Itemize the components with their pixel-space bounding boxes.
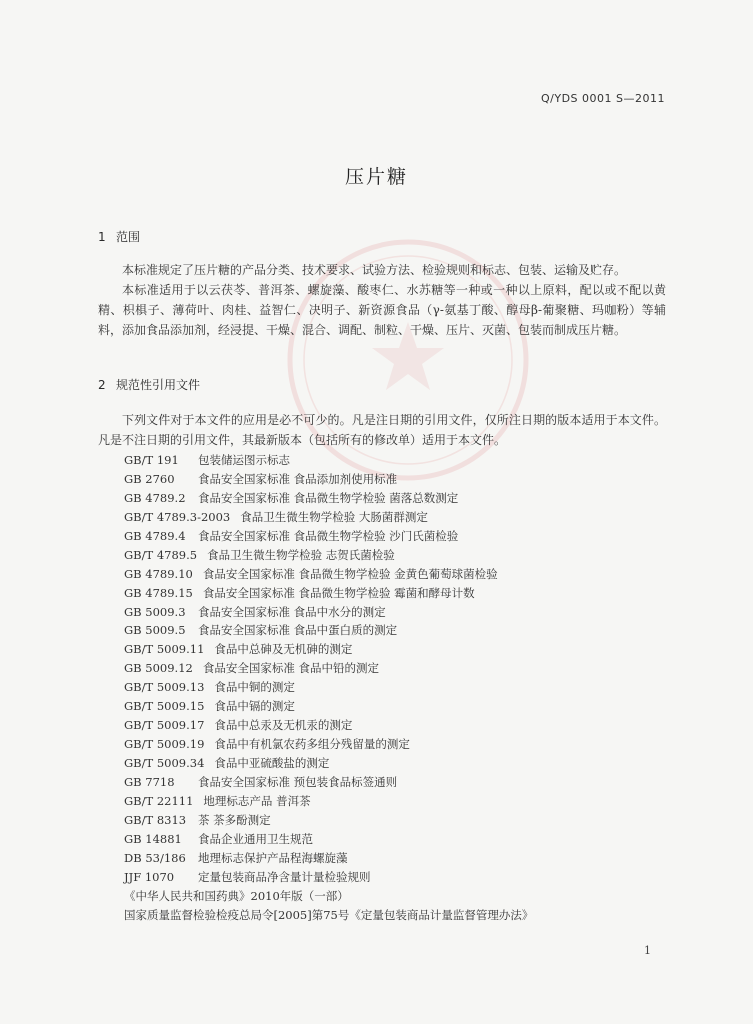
reference-item <box>124 887 533 906</box>
reference-item <box>124 735 533 754</box>
section-number: 1 <box>98 230 106 244</box>
reference-title: 食品安全国家标准 食品中水分的测定 <box>198 604 386 619</box>
reference-item <box>124 811 533 830</box>
references-intro-paragraph: 下列文件对于本文件的应用是必不可少的。凡是注日期的引用文件，仅所注日期的版本适用于本文件。凡是不注日期的引用文件，其最新版本（包括所有的修改单）适用于本文件。 <box>98 413 666 447</box>
reference-code: GB/T 4789.5 <box>124 547 198 562</box>
reference-item <box>124 792 533 811</box>
reference-code: GB 7718 <box>124 774 175 789</box>
reference-item <box>124 773 533 792</box>
reference-title: 食品安全国家标准 食品添加剂使用标准 <box>198 471 398 486</box>
reference-title: 《中华人民共和国药典》2010年版（一部） <box>124 888 349 903</box>
reference-item <box>124 508 533 527</box>
reference-item <box>124 659 533 678</box>
reference-title: 食品中总汞及无机汞的测定 <box>214 718 353 733</box>
reference-code: GB/T 191 <box>124 453 179 467</box>
reference-code: GB 4789.2 <box>124 490 186 505</box>
reference-item <box>124 830 533 849</box>
reference-title: 食品安全国家标准 食品中铅的测定 <box>202 661 380 676</box>
reference-item <box>124 470 533 489</box>
reference-code: GB 5009.3 <box>124 604 186 619</box>
reference-title: 食品中铜的测定 <box>214 680 295 695</box>
reference-code: GB/T 8313 <box>124 812 187 827</box>
reference-item <box>124 849 533 868</box>
reference-title: 食品安全国家标准 食品微生物学检验 金黄色葡萄球菌检验 <box>202 566 498 581</box>
reference-code: GB/T 5009.17 <box>124 718 205 733</box>
reference-code: GB/T 22111 <box>124 793 194 808</box>
reference-title: 包装储运图示标志 <box>198 453 290 467</box>
reference-title: 食品卫生微生物学检验 大肠菌群测定 <box>240 509 428 524</box>
reference-title: 地理标志保护产品程海螺旋藻 <box>198 850 348 865</box>
reference-code: GB 4789.10 <box>124 566 193 581</box>
reference-item <box>124 697 533 716</box>
reference-title: 食品中亚硫酸盐的测定 <box>214 756 330 770</box>
reference-code: GB 5009.5 <box>124 623 186 638</box>
reference-item <box>124 621 533 640</box>
reference-title: 定量包装商品净含量计量检验规则 <box>198 869 371 884</box>
reference-title: 食品中有机氯农药多组分残留量的测定 <box>214 737 410 752</box>
reference-item <box>124 868 533 887</box>
reference-item <box>124 640 533 659</box>
reference-item <box>124 678 533 697</box>
reference-item <box>124 584 533 603</box>
reference-title: 地理标志产品 普洱茶 <box>203 793 311 808</box>
reference-item <box>124 451 533 470</box>
reference-item <box>124 906 533 925</box>
reference-code: GB 14881 <box>124 831 182 846</box>
scope-paragraph-2: 本标准适用于以云茯苓、普洱茶、螺旋藻、酸枣仁、水苏糖等一种或一种以上原料，配以或不配以黄精、枳椇子、薄荷叶、肉桂、益智仁、决明子、新资源食品（γ-氨基丁酸、醇母β-葡聚糖、玛咖粉）等辅料，添加食品添加剂，经浸提、干燥、混合、调配、制粒、干燥、压片、灭菌、包装而制成压片糖。 <box>98 283 666 337</box>
reference-item <box>124 489 533 508</box>
section-title: 范围 <box>116 230 141 244</box>
document-code: Q/YDS 0001 S—2011 <box>541 92 665 105</box>
reference-item <box>124 565 533 584</box>
section-heading-scope <box>98 228 140 245</box>
reference-title: 食品安全国家标准 食品微生物学检验 沙门氏菌检验 <box>198 528 459 543</box>
reference-item <box>124 754 533 773</box>
reference-item <box>124 546 533 565</box>
reference-item <box>124 603 533 622</box>
reference-item <box>124 527 533 546</box>
reference-code: GB/T 5009.11 <box>124 642 205 657</box>
reference-list <box>124 451 533 924</box>
reference-title: 茶 茶多酚测定 <box>198 812 271 827</box>
reference-title: 国家质量监督检验检疫总局令[2005]第75号《定量包装商品计量监督管理办法》 <box>124 907 534 922</box>
reference-code: GB/T 5009.19 <box>124 737 205 752</box>
section-heading-normative-references <box>98 376 200 393</box>
page-number: 1 <box>644 944 651 957</box>
reference-code: GB/T 5009.15 <box>124 699 205 714</box>
reference-title: 食品安全国家标准 食品微生物学检验 菌落总数测定 <box>198 490 459 505</box>
reference-code: GB 4789.4 <box>124 528 186 543</box>
reference-code: GB/T 5009.34 <box>124 756 205 770</box>
reference-title: 食品卫生微生物学检验 志贺氏菌检验 <box>207 547 395 562</box>
reference-code: GB 5009.12 <box>124 661 193 676</box>
reference-title: 食品安全国家标准 预包装食品标签通则 <box>198 774 398 789</box>
scope-paragraph-1: 本标准规定了压片糖的产品分类、技术要求、试验方法、检验规则和标志、包装、运输及贮存。 <box>122 263 627 277</box>
section-number: 2 <box>98 378 106 392</box>
reference-item <box>124 716 533 735</box>
section-title: 规范性引用文件 <box>116 378 201 392</box>
reference-title: 食品安全国家标准 食品中蛋白质的测定 <box>198 623 398 638</box>
reference-title: 食品中镉的测定 <box>214 699 295 714</box>
document-title: 压片糖 <box>344 166 408 188</box>
reference-code: GB/T 4789.3-2003 <box>124 509 231 524</box>
reference-code: JJF 1070 <box>124 869 175 884</box>
reference-code: GB 2760 <box>124 471 175 486</box>
reference-code: GB 4789.15 <box>124 585 193 600</box>
reference-title: 食品企业通用卫生规范 <box>198 831 313 846</box>
reference-code: DB 53/186 <box>124 850 186 865</box>
reference-code: GB/T 5009.13 <box>124 680 205 695</box>
reference-title: 食品中总砷及无机砷的测定 <box>214 642 353 657</box>
reference-title: 食品安全国家标准 食品微生物学检验 霉菌和酵母计数 <box>202 585 475 600</box>
